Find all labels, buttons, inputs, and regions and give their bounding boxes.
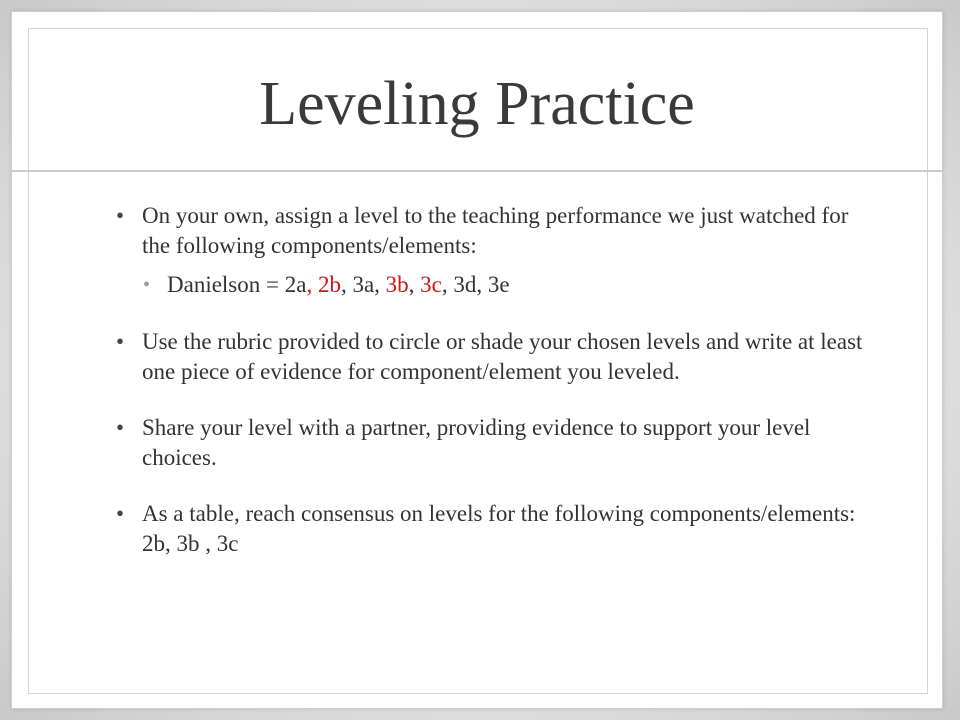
bullet-item <box>108 413 868 473</box>
sub-bullet-sep-3: , <box>408 272 421 297</box>
highlighted-component-2b: 2b <box>317 272 341 297</box>
slide <box>11 11 943 709</box>
sub-bullet-dot-icon: • <box>143 274 151 296</box>
sub-bullet-item <box>108 270 868 300</box>
bullet-item <box>108 201 868 261</box>
bullet-text: On your own, assign a level to the teaching performance we just watched for the following components/elements: <box>142 203 849 258</box>
sub-bullet-suffix: , 3d, 3e <box>441 272 510 297</box>
bullet-text: Share your level with a partner, providing evidence to support your level choices. <box>142 415 811 470</box>
bullet-dot-icon: • <box>116 203 125 228</box>
sub-bullet-prefix: Danielson = 2a <box>167 272 307 297</box>
bullet-text: Use the rubric provided to circle or shade your chosen levels and write at least one piece of evidence for component/element you leveled. <box>142 329 863 384</box>
bullet-dot-icon: • <box>116 329 125 354</box>
bullet-dot-icon: • <box>116 415 125 440</box>
sub-bullet-sep-2: , 3a, <box>340 272 386 297</box>
highlighted-component-3b: 3b <box>385 272 409 297</box>
bullet-item <box>108 327 868 387</box>
bullet-item <box>108 499 868 559</box>
highlighted-component-3c: 3c <box>420 272 442 297</box>
title-divider <box>12 170 942 172</box>
bullet-dot-icon: • <box>116 501 125 526</box>
slide-title: Leveling Practice <box>259 70 695 138</box>
bullet-text: As a table, reach consensus on levels for the following components/elements: 2b, 3b , 3c <box>142 501 856 556</box>
sub-bullet-sep-1: , <box>306 272 318 297</box>
slide-body <box>108 201 868 559</box>
